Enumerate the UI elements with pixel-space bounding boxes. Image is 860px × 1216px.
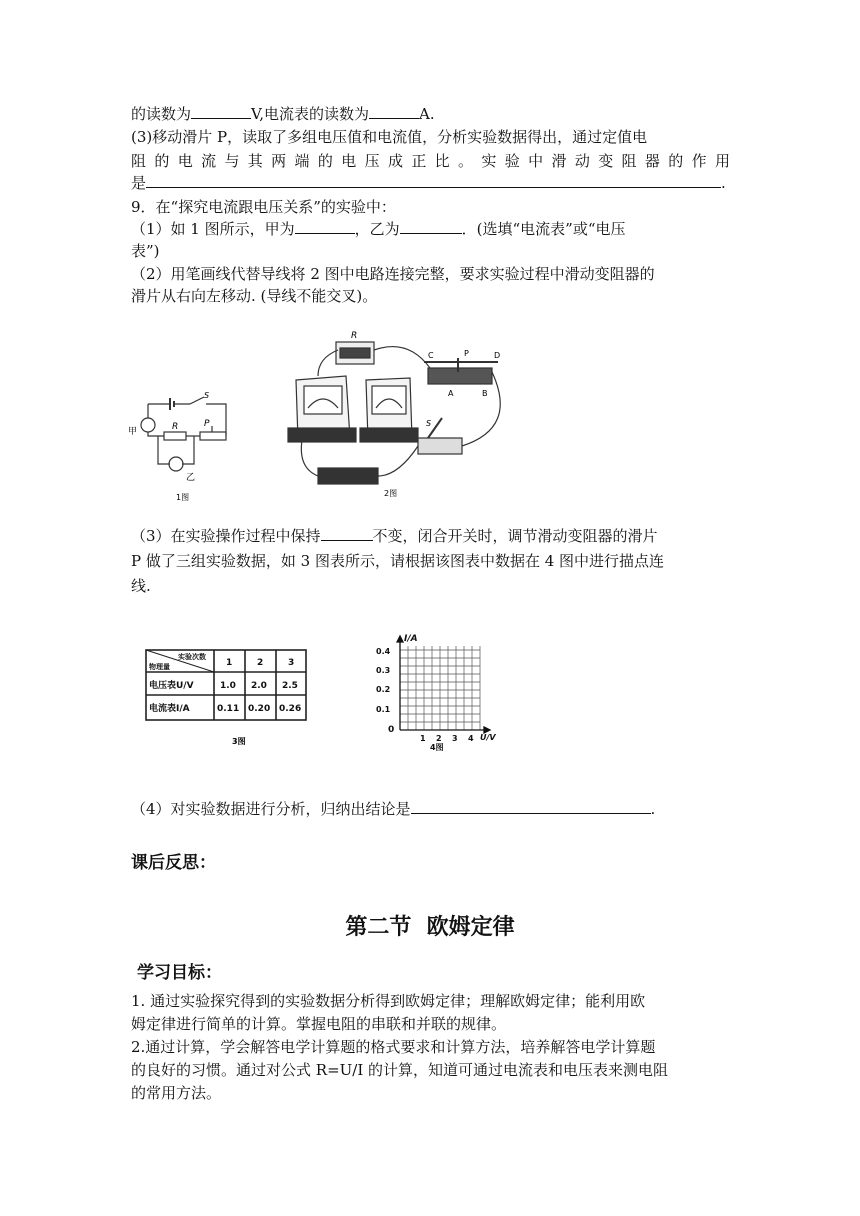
left-wire-bottom xyxy=(148,432,164,436)
figure-3-caption: 3图 xyxy=(232,737,246,746)
rheostat-role-blank xyxy=(146,172,721,188)
cell-current-1: 0.11 xyxy=(217,704,240,714)
voltmeter-dial xyxy=(372,386,406,414)
q9-text: （4）对实验数据进行分析，归纳出结论是 xyxy=(131,800,411,818)
label-C: C xyxy=(428,351,434,360)
x-tick-4: 4 xyxy=(468,734,474,743)
goal-2-line2: 的良好的习惯。通过对公式 R=U/I 的计算，知道可通过电流表和电压表来测电阻 xyxy=(131,1061,669,1079)
wire-2 xyxy=(374,347,430,368)
ammeter-dial xyxy=(304,386,342,414)
q9-part3-line2: P 做了三组实验数据，如 3 图表所示，请根据该图表中数据在 4 图中进行描点连 xyxy=(131,552,665,570)
cell-current-3: 0.26 xyxy=(279,704,302,714)
q9-text: ，乙为 xyxy=(354,220,400,238)
goals-heading: 学习目标： xyxy=(137,963,222,983)
wire-4 xyxy=(378,446,418,476)
goal-2-line1: 2.通过计算，学会解答电学计算题的格式要求和计算方法，培养解答电学计算题 xyxy=(131,1038,656,1056)
y-tick-0.1: 0.1 xyxy=(376,705,391,714)
label-B: B xyxy=(482,389,488,398)
battery-pack xyxy=(318,468,378,484)
constant-blank xyxy=(321,525,373,541)
q9-title: 9．在“探究电流跟电压关系”的实验中： xyxy=(131,198,396,216)
jia-blank xyxy=(295,218,355,234)
goal-1-line2: 姆定律进行简单的计算。掌握电阻的串联和并联的规律。 xyxy=(131,1015,507,1033)
label-P: P xyxy=(464,349,469,358)
q9-text: 不变，闭合开关时，调节滑动变阻器的滑片 xyxy=(372,527,658,545)
q8-part3-line1: (3)移动滑片 P，读取了多组电压值和电流值，分析实验数据得出，通过定值电 xyxy=(131,128,648,146)
label-S: S xyxy=(426,419,432,428)
goal-2-line3: 的常用方法。 xyxy=(131,1084,222,1102)
y-axis-label: I/A xyxy=(404,634,418,644)
y-tick-0.3: 0.3 xyxy=(376,666,391,675)
label-P: P xyxy=(204,419,210,429)
conclusion-blank xyxy=(411,798,651,814)
ammeter-jia-symbol xyxy=(141,418,155,432)
label-R: R xyxy=(172,422,179,432)
label-jia: 甲 xyxy=(128,427,138,437)
q9-part2-line1: （2）用笔画线代替导线将 2 图中电路连接完整，要求实验过程中滑动变阻器的 xyxy=(131,265,655,283)
label-A: A xyxy=(448,389,454,398)
figure-1-caption: 1图 xyxy=(176,493,190,502)
cell-current-2: 0.20 xyxy=(248,704,271,714)
figure-3-data-table xyxy=(144,648,310,748)
q8-part3-line3 xyxy=(131,172,731,194)
figure-1-circuit-diagram xyxy=(128,392,238,504)
figure-4-caption: 4图 xyxy=(430,743,444,752)
grid-vertical-lines xyxy=(408,646,480,730)
figure-2-caption: 2图 xyxy=(384,489,398,498)
x-tick-2: 2 xyxy=(436,734,442,743)
q9-part3-line1 xyxy=(131,525,731,547)
q9-text: . xyxy=(650,800,656,818)
col-header-2: 2 xyxy=(257,658,264,668)
q9-text: （1）如 1 图所示，甲为 xyxy=(131,220,295,238)
voltage-blank xyxy=(191,103,251,119)
q8-text: 是 xyxy=(131,174,147,192)
q9-part4-line xyxy=(131,798,731,820)
x-tick-3: 3 xyxy=(452,734,458,743)
x-tick-1: 1 xyxy=(420,734,426,743)
y-tick-0.2: 0.2 xyxy=(376,685,391,694)
rheostat-symbol xyxy=(200,432,226,440)
q9-text: ．(选填“电流表”或“电压 xyxy=(461,220,626,238)
voltmeter-yi-symbol xyxy=(169,457,183,471)
q9-part1-line2: 表”) xyxy=(131,242,160,260)
q9-part3-line3: 线. xyxy=(131,577,151,595)
yi-blank xyxy=(400,218,462,234)
ammeter-base xyxy=(288,428,356,442)
header-top: 实验次数 xyxy=(178,653,206,661)
goal-1-line1: 1. 通过实验探究得到的实验数据分析得到欧姆定律；理解欧姆定律；能利用欧 xyxy=(131,992,646,1010)
q8-text: V,电流表的读数为 xyxy=(251,105,369,123)
y-tick-0.4: 0.4 xyxy=(376,647,391,656)
q8-reading-line xyxy=(131,103,731,125)
q9-part1-line1 xyxy=(131,218,731,240)
voltmeter-base xyxy=(360,428,418,442)
q9-part2-line2: 滑片从右向左移动. (导线不能交叉)。 xyxy=(131,287,378,305)
col-header-3: 3 xyxy=(288,658,295,668)
label-yi: 乙 xyxy=(186,473,196,483)
col-header-1: 1 xyxy=(226,658,233,668)
q8-text: . xyxy=(721,174,726,192)
q8-text: 的读数为 xyxy=(131,105,192,123)
section-title: 第二节 欧姆定律 xyxy=(345,915,515,940)
wire-1 xyxy=(318,350,338,376)
wire-5 xyxy=(301,440,318,476)
reflection-heading: 课后反思： xyxy=(131,853,216,873)
row-label-voltage: 电压表U/V xyxy=(149,681,194,691)
x-axis-label: U/V xyxy=(480,733,496,742)
rheostat-coil xyxy=(428,368,492,384)
cell-voltage-2: 2.0 xyxy=(251,681,267,691)
switch-blade xyxy=(190,397,204,404)
row-label-current: 电流表I/A xyxy=(149,704,190,714)
y-axis-arrow xyxy=(397,636,403,642)
figure-2-apparatus-illustration xyxy=(278,328,520,506)
current-blank xyxy=(369,103,419,119)
resistor-coil xyxy=(340,348,370,358)
label-S: S xyxy=(204,392,210,400)
figure-4-graph-grid xyxy=(366,632,506,756)
label-R: R xyxy=(351,331,358,341)
switch-base xyxy=(418,438,462,454)
header-bottom: 物理量 xyxy=(149,663,170,671)
cell-voltage-3: 2.5 xyxy=(282,681,298,691)
resistor-R-symbol xyxy=(164,432,186,440)
q8-part3-line2: 阻的电流与其两端的电压成正比。实验中滑动变阻器的作用 xyxy=(131,152,731,170)
cell-voltage-1: 1.0 xyxy=(220,681,236,691)
origin-label: 0 xyxy=(388,725,395,735)
label-D: D xyxy=(494,351,501,360)
q8-text: A. xyxy=(419,105,435,123)
q9-text: （3）在实验操作过程中保持 xyxy=(131,527,321,545)
